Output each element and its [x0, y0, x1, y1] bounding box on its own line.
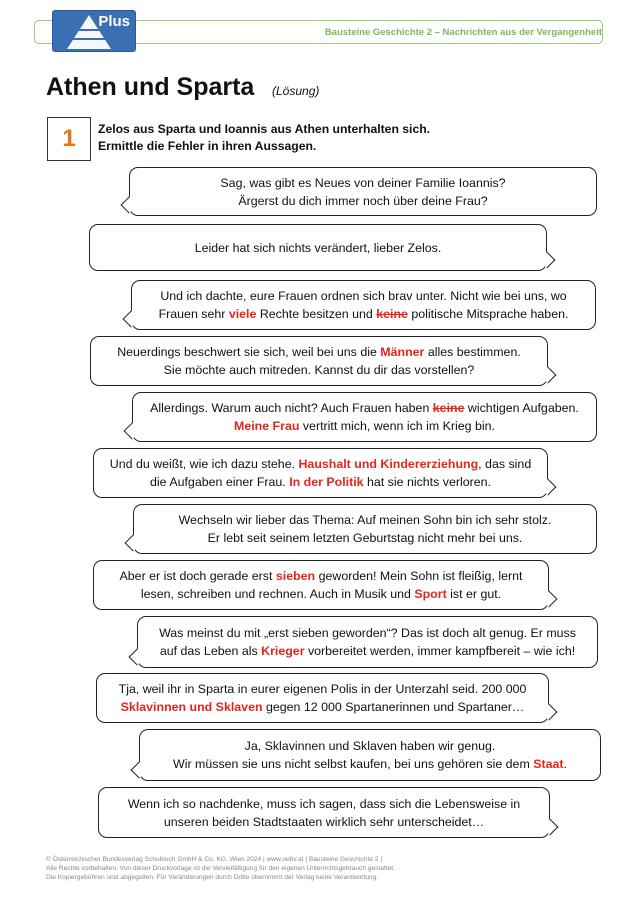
bubble-line	[195, 239, 442, 257]
bubble-line	[150, 399, 579, 417]
speech-bubble	[93, 560, 549, 610]
speech-tail	[129, 649, 146, 666]
bubble-line	[160, 287, 566, 305]
speech-tail	[541, 591, 558, 608]
dialog-text: Tja, weil ihr in Sparta in eurer eigenen Polis in der Unterzahl seid. 200 000	[118, 682, 527, 696]
footer-line-1: © Österreichischer Bundesverlag Schulbuch GmbH & Co. KG, Wien 2024 | www.oebv.at | Bausteine Geschichte 2 |	[46, 856, 383, 863]
correction-text: keine	[432, 401, 465, 415]
bubble-line	[120, 567, 523, 585]
dialog-text: Sie möchte auch mitreden. Kannst du dir das vorstellen?	[163, 363, 475, 377]
speech-bubble	[90, 336, 548, 386]
bubble-line	[164, 361, 475, 379]
correction-text: Sklavinnen und Sklaven	[120, 700, 263, 714]
dialog-text: die Aufgaben einer Frau.	[150, 475, 290, 489]
dialog-text: Wechseln wir lieber das Thema: Auf meinen Sohn bin ich sehr stolz.	[178, 513, 552, 527]
speech-tail	[121, 197, 138, 214]
speech-tail	[542, 819, 559, 836]
dialog-text: Wir müssen sie uns nicht selbst kaufen, bei uns gehören sie dem	[173, 757, 534, 771]
bubble-line	[220, 174, 505, 192]
bubble-line	[121, 698, 525, 716]
speech-bubble	[98, 787, 550, 838]
dialog-text: hat sie nichts verloren.	[363, 475, 491, 489]
page-subtitle: (Lösung)	[272, 84, 320, 98]
bubble-line	[150, 473, 491, 491]
dialog-text: gegen 12 000 Spartanerinnen und Spartaner…	[262, 700, 525, 714]
correction-text: sieben	[275, 569, 316, 583]
publisher-logo	[52, 10, 136, 52]
dialog-text: Frauen sehr	[158, 307, 229, 321]
dialog-text: Sag, was gibt es Neues von deiner Familie Ioannis?	[220, 175, 506, 190]
dialog-text: politische Mitsprache haben.	[407, 307, 569, 321]
speech-bubble	[133, 504, 597, 554]
dialog-text: ist er gut.	[446, 587, 502, 601]
speech-bubble	[132, 392, 597, 442]
correction-text: Haushalt und Kindererziehung	[298, 457, 479, 471]
dialog-text: alles bestimmen.	[424, 345, 521, 359]
dialog-text: Aber er ist doch gerade erst	[119, 569, 276, 583]
dialog-text: Leider hat sich nichts verändert, lieber Zelos.	[194, 240, 442, 255]
speech-tail	[539, 252, 556, 269]
dialog-text: Was meinst du mit „erst sieben geworden“? Das ist doch alt genug. Er muss	[159, 626, 576, 640]
bubble-line	[208, 529, 523, 547]
correction-text: Krieger	[261, 644, 305, 658]
dialog-text: Und ich dachte, eure Frauen ordnen sich brav unter. Nicht wie bei uns, wo	[160, 289, 567, 303]
bubble-line	[119, 680, 527, 698]
dialog-text: Wenn ich so nachdenke, muss ich sagen, dass sich die Lebensweise in	[127, 796, 521, 811]
dialog-text: unseren beiden Stadtstaaten wirklich sehr unterscheidet…	[163, 814, 485, 829]
speech-bubble	[139, 729, 601, 781]
dialog-text: Er lebt seit seinem letzten Geburtstag nicht mehr bei uns.	[207, 531, 523, 545]
bubble-line	[164, 813, 484, 831]
bubble-line	[141, 585, 501, 603]
dialog-text: Rechte besitzen und	[256, 307, 377, 321]
page-title: Athen und Sparta	[46, 73, 255, 101]
correction-text: keine	[376, 307, 408, 321]
dialog-text: vorbereitet werden, immer kampfbereit – wie ich!	[304, 644, 576, 658]
series-title: Bausteine Geschichte 2 – Nachrichten aus der Vergangenheit	[324, 27, 602, 38]
task-line-2: Ermittle die Fehler in ihren Aussagen.	[98, 139, 317, 153]
bubble-line	[234, 417, 495, 435]
correction-text: Männer	[380, 345, 425, 359]
bubble-line	[128, 795, 520, 813]
speech-tail	[125, 535, 142, 552]
logo-text: Plus	[98, 13, 130, 30]
dialog-text: Ja, Sklavinnen und Sklaven haben wir genug.	[244, 739, 496, 753]
dialog-text: auf das Leben als	[159, 644, 262, 658]
speech-bubble	[89, 224, 547, 271]
footer-line-2: Alle Rechte vorbehalten. Von dieser Druckvorlage ist die Vervielfältigung für den eigenen Unterrichtsgebrauch gestattet.	[46, 865, 395, 872]
bubble-line	[159, 624, 576, 642]
dialog-text: Ärgerst du dich immer noch über deine Frau?	[238, 193, 488, 208]
dialog-text: .	[563, 757, 567, 771]
speech-tail	[131, 762, 148, 779]
speech-bubble	[129, 167, 597, 216]
dialog-text: Allerdings. Warum auch nicht? Auch Frauen haben	[150, 401, 433, 415]
speech-tail	[540, 367, 557, 384]
correction-text: In der Politik	[289, 475, 364, 489]
footer-copyright	[46, 855, 395, 882]
speech-tail	[123, 311, 140, 328]
bubble-line	[160, 642, 575, 660]
task-number: 1	[47, 117, 91, 161]
speech-bubble	[131, 280, 596, 330]
bubble-line	[173, 755, 567, 773]
bubble-line	[238, 192, 487, 210]
correction-text: Meine Frau	[234, 419, 300, 433]
dialog-text: , das sind	[478, 457, 532, 471]
speech-tail	[541, 704, 558, 721]
correction-text: Staat	[533, 757, 564, 771]
speech-tail	[124, 423, 141, 440]
dialog-text: vertritt mich, wenn ich im Krieg bin.	[299, 419, 495, 433]
bubble-line	[117, 343, 521, 361]
speech-bubble	[96, 673, 549, 723]
dialog-text: lesen, schreiben und rechnen. Auch in Musik und	[140, 587, 415, 601]
task-instructions	[98, 121, 430, 155]
speech-bubble	[137, 616, 598, 668]
bubble-line	[159, 305, 569, 323]
dialog-text: Neuerdings beschwert sie sich, weil bei uns die	[117, 345, 381, 359]
correction-text: viele	[228, 307, 257, 321]
dialog-text: wichtigen Aufgaben.	[464, 401, 579, 415]
bubble-line	[245, 737, 496, 755]
bubble-line	[179, 511, 552, 529]
dialog-text: geworden! Mein Sohn ist fleißig, lernt	[315, 569, 523, 583]
footer-line-3: Die Kopiergebühren sind abgegolten. Für Veränderungen durch Dritte übernimmt der Verlag keine Verantwortung.	[46, 874, 379, 881]
speech-bubble	[93, 448, 548, 498]
bubble-line	[110, 455, 531, 473]
correction-text: Sport	[414, 587, 447, 601]
dialog-text: Und du weißt, wie ich dazu stehe.	[109, 457, 299, 471]
task-line-1: Zelos aus Sparta und Ioannis aus Athen unterhalten sich.	[98, 122, 431, 136]
speech-tail	[540, 479, 557, 496]
